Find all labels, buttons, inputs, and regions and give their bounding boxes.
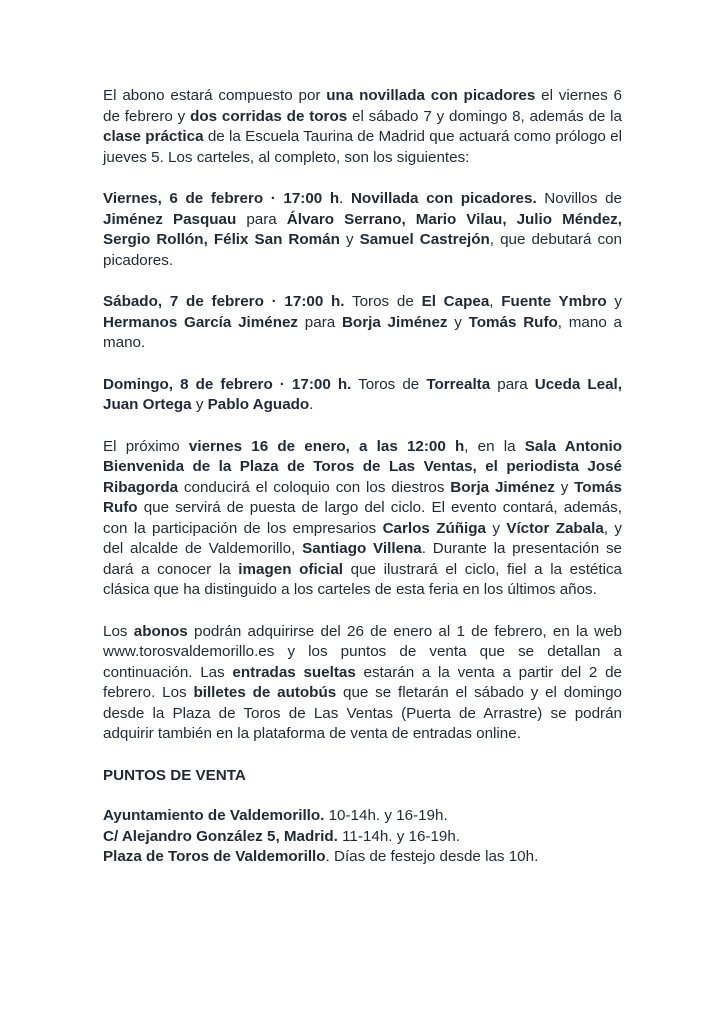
bold-text: Tomás Rufo	[103, 478, 622, 516]
text-run: Los	[103, 622, 134, 640]
bold-text: Torrealta	[426, 375, 491, 393]
bold-text: Álvaro Serrano, Mario Vilau, Julio Méndez, Sergio Rollón, Félix San Román	[103, 210, 622, 248]
text-run: , en la	[464, 437, 525, 455]
point-detail: 10-14h. y 16-19h.	[324, 807, 448, 824]
bold-text: Hermanos García Jiménez	[103, 313, 299, 331]
text-run: Toros de	[344, 293, 422, 310]
text-run: .	[339, 190, 351, 207]
point-name: Plaza de Toros de Valdemorillo	[103, 848, 326, 865]
points-of-sale-list	[103, 806, 622, 868]
bold-text: entradas sueltas	[232, 663, 356, 681]
section-heading: PUNTOS DE VENTA	[103, 766, 246, 784]
point-of-sale-item	[103, 827, 622, 848]
bold-text: abonos	[133, 622, 188, 640]
text-run: el viernes 6 de febrero y	[103, 87, 622, 125]
text-run: y	[191, 396, 208, 413]
bold-text: Sábado, 7 de febrero · 17:00 h.	[103, 293, 345, 310]
text-run: que ilustrará el ciclo, fiel a la estética clásica que ha distinguido a los carteles de esta feria en los últimos años.	[103, 560, 623, 598]
text-run: que se fletarán el sábado y el domingo desde la Plaza de Toros de Las Ventas (Puerta de Arrastre) se podrán adquirir también en la plataforma de venta de entradas online.	[103, 684, 622, 742]
point-of-sale-item	[103, 806, 622, 827]
text-run: El próximo	[103, 437, 189, 455]
text-run: , mano a mano.	[103, 313, 622, 351]
bold-text: Jiménez Pasquau	[103, 210, 237, 228]
point-detail: . Días de festejo desde las 10h.	[325, 848, 539, 865]
text-run: podrán adquirirse del 26 de enero al 1 de febrero, en la web www.torosvaldemorillo.es y los puntos de venta que se detallan a continuación. Las	[103, 622, 622, 681]
text-run: el sábado 7 y domingo 8, además de la	[347, 107, 622, 125]
bold-text: Fuente Ymbro	[501, 293, 607, 310]
paragraph-domingo	[103, 375, 622, 416]
text-run: para	[298, 313, 342, 331]
document-page	[103, 86, 622, 868]
bold-text: una novillada con picadores	[326, 87, 536, 104]
bold-text: Uceda Leal, Juan Ortega	[103, 375, 622, 413]
bold-text: Sala Antonio Bienvenida de la Plaza de Toros de Las Ventas, el periodista José Ribagorda	[103, 437, 622, 496]
point-of-sale-item	[103, 847, 622, 868]
point-detail: 11-14h. y 16-19h.	[337, 827, 461, 845]
bold-text: imagen oficial	[238, 560, 344, 578]
bold-text: Borja Jiménez	[450, 478, 555, 496]
bold-text: El Capea	[421, 293, 490, 310]
paragraph-abono	[103, 86, 622, 168]
text-run: que servirá de puesta de largo del ciclo. El evento contará, además, con la participación de los empresarios	[103, 499, 622, 537]
text-run: conducirá el coloquio con los diestros	[178, 478, 451, 496]
bold-text: Borja Jiménez	[341, 313, 448, 331]
text-run: y	[339, 231, 360, 248]
text-run: El abono estará compuesto por	[103, 87, 327, 104]
text-run: y	[554, 478, 575, 496]
text-run: de la Escuela Taurina de Madrid que actuará como prólogo el jueves 5. Los carteles, al completo, son los siguientes:	[103, 128, 622, 166]
paragraph-abonos	[103, 622, 622, 745]
text-run: , y del alcalde de Valdemorillo,	[103, 519, 622, 557]
bold-text: Víctor Zabala	[506, 519, 604, 537]
bold-text: dos corridas de toros	[190, 107, 348, 125]
point-name: C/ Alejandro González 5, Madrid.	[103, 827, 338, 845]
text-run: y	[486, 519, 507, 537]
text-run: estarán a la venta a partir del 2 de febrero. Los	[103, 663, 622, 701]
bold-text: viernes 16 de enero, a las 12:00 h	[188, 437, 465, 455]
text-run: Novillos de	[536, 190, 622, 207]
text-run: y	[447, 313, 469, 331]
text-run: Toros de	[351, 375, 427, 393]
text-run: . Durante la presentación se dará a conocer la	[103, 540, 622, 578]
bold-text: Carlos Zúñiga	[382, 519, 486, 537]
text-run: para	[490, 375, 535, 393]
text-run: y	[606, 293, 622, 310]
text-run: .	[309, 396, 314, 413]
bold-text: clase práctica	[103, 128, 204, 145]
bold-text: billetes de autobús	[193, 684, 337, 701]
point-name: Ayuntamiento de Valdemorillo.	[103, 807, 325, 824]
bold-text: Domingo, 8 de febrero · 17:00 h.	[103, 375, 352, 393]
text-run: , que debutará con picadores.	[103, 231, 622, 269]
text-run: ,	[489, 293, 502, 310]
bold-text: Pablo Aguado	[207, 396, 310, 413]
bold-text: Samuel Castrejón	[359, 231, 490, 248]
paragraph-viernes	[103, 189, 622, 271]
bold-text: Novillada con picadores.	[350, 190, 537, 207]
bold-text: Tomás Rufo	[468, 313, 558, 331]
bold-text: Santiago Villena	[302, 540, 422, 557]
paragraph-sabado	[103, 292, 622, 354]
text-run: para	[236, 210, 287, 228]
bold-text: Viernes, 6 de febrero · 17:00 h	[103, 190, 340, 207]
paragraph-presentacion	[103, 437, 622, 601]
